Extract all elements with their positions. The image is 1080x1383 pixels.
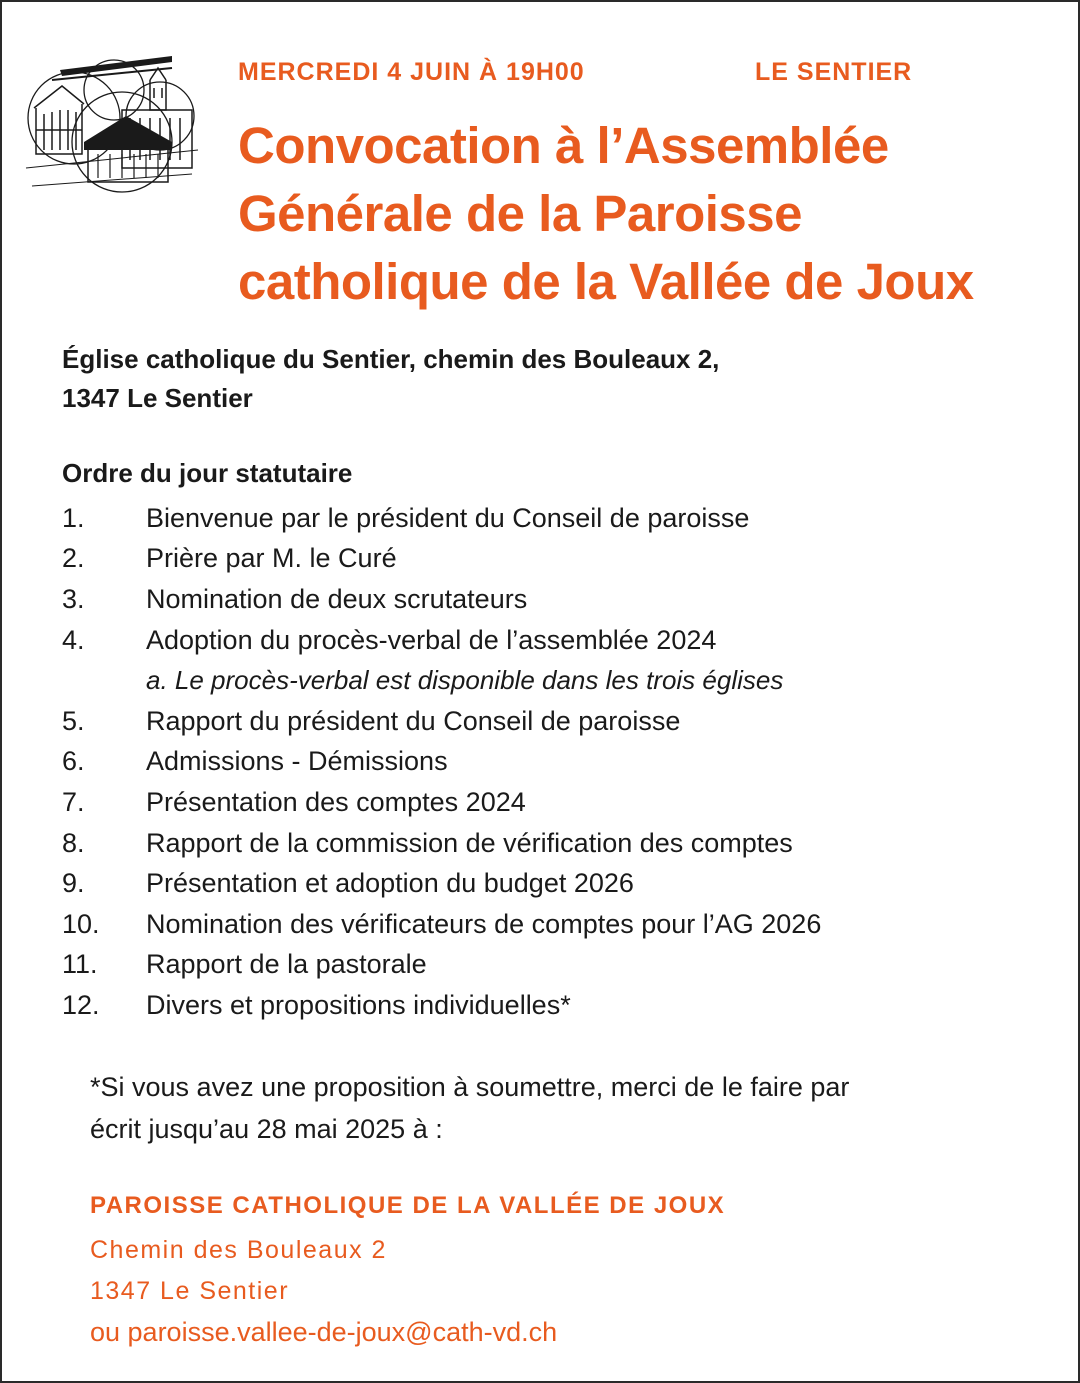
agenda-item-text: Nomination de deux scrutateurs [146, 583, 528, 614]
agenda-item-number: 6. [62, 746, 85, 777]
agenda-item-number: 4. [62, 624, 85, 655]
church-drawing-logo [22, 50, 200, 198]
agenda-item [62, 620, 1062, 661]
agenda-item-number: 10. [62, 908, 100, 939]
event-place: LE SENTIER [755, 58, 913, 86]
agenda-item [62, 823, 1062, 864]
address-line-1: Église catholique du Sentier, chemin des Bouleaux 2, [62, 344, 720, 374]
agenda-heading: Ordre du jour statutaire [62, 458, 353, 488]
agenda-item [62, 782, 1062, 823]
agenda-item-text: Admissions - Démissions [146, 746, 448, 777]
venue-address [62, 340, 719, 418]
contact-city: 1347 Le Sentier [90, 1277, 290, 1305]
agenda-item [62, 579, 1062, 620]
agenda-item-number: 9. [62, 868, 85, 899]
agenda-sub-item: a. Le procès-verbal est disponible dans les trois églises [146, 665, 784, 696]
agenda-item-number: 8. [62, 827, 85, 858]
contact-street: Chemin des Bouleaux 2 [90, 1236, 387, 1264]
agenda-item-text: Divers et propositions individuelles* [146, 989, 571, 1020]
title-line-2: Générale de la Paroisse [238, 185, 802, 242]
agenda-item [62, 863, 1062, 904]
agenda-item [62, 498, 1062, 539]
agenda-item-number: 12. [62, 989, 100, 1020]
contact-block [90, 1192, 725, 1353]
agenda-item-number: 11. [62, 949, 98, 980]
agenda-item-text: Nomination des vérificateurs de comptes pour l’AG 2026 [146, 908, 822, 939]
agenda-item-text: Prière par M. le Curé [146, 543, 397, 574]
agenda-item-number: 5. [62, 705, 85, 736]
contact-organization: PAROISSE CATHOLIQUE DE LA VALLÉE DE JOUX [90, 1192, 726, 1219]
contact-email[interactable]: ou paroisse.vallee-de-joux@cath-vd.ch [90, 1317, 558, 1347]
proposal-note [90, 1066, 990, 1150]
agenda-item-text: Bienvenue par le président du Conseil de paroisse [146, 502, 750, 533]
agenda-item [62, 701, 1062, 742]
address-line-2: 1347 Le Sentier [62, 383, 253, 413]
agenda-list [62, 498, 1062, 1026]
page-title [238, 112, 1068, 316]
title-line-3: catholique de la Vallée de Joux [238, 253, 974, 310]
note-line-2: écrit jusqu’au 28 mai 2025 à : [90, 1114, 443, 1144]
agenda-item [62, 742, 1062, 783]
agenda-item [62, 945, 1062, 986]
agenda-item-text: Présentation des comptes 2024 [146, 786, 526, 817]
agenda-item-number: 7. [62, 786, 85, 817]
agenda-item-text: Adoption du procès-verbal de l’assemblée 2024 [146, 624, 717, 655]
agenda-item-number: 2. [62, 543, 85, 574]
agenda-item-number: 3. [62, 583, 85, 614]
agenda-item [62, 539, 1062, 580]
agenda-item-number: 1. [62, 502, 85, 533]
agenda-item-text: Rapport de la pastorale [146, 949, 427, 980]
agenda-item-text: Présentation et adoption du budget 2026 [146, 868, 634, 899]
agenda-item-text: Rapport du président du Conseil de paroisse [146, 705, 681, 736]
agenda-item [62, 985, 1062, 1026]
title-line-1: Convocation à l’Assemblée [238, 117, 889, 174]
agenda-item-text: Rapport de la commission de vérification des comptes [146, 827, 793, 858]
agenda-item [62, 904, 1062, 945]
event-date: MERCREDI 4 JUIN À 19H00 [238, 58, 585, 86]
note-line-1: *Si vous avez une proposition à soumettre, merci de le faire par [90, 1072, 850, 1102]
